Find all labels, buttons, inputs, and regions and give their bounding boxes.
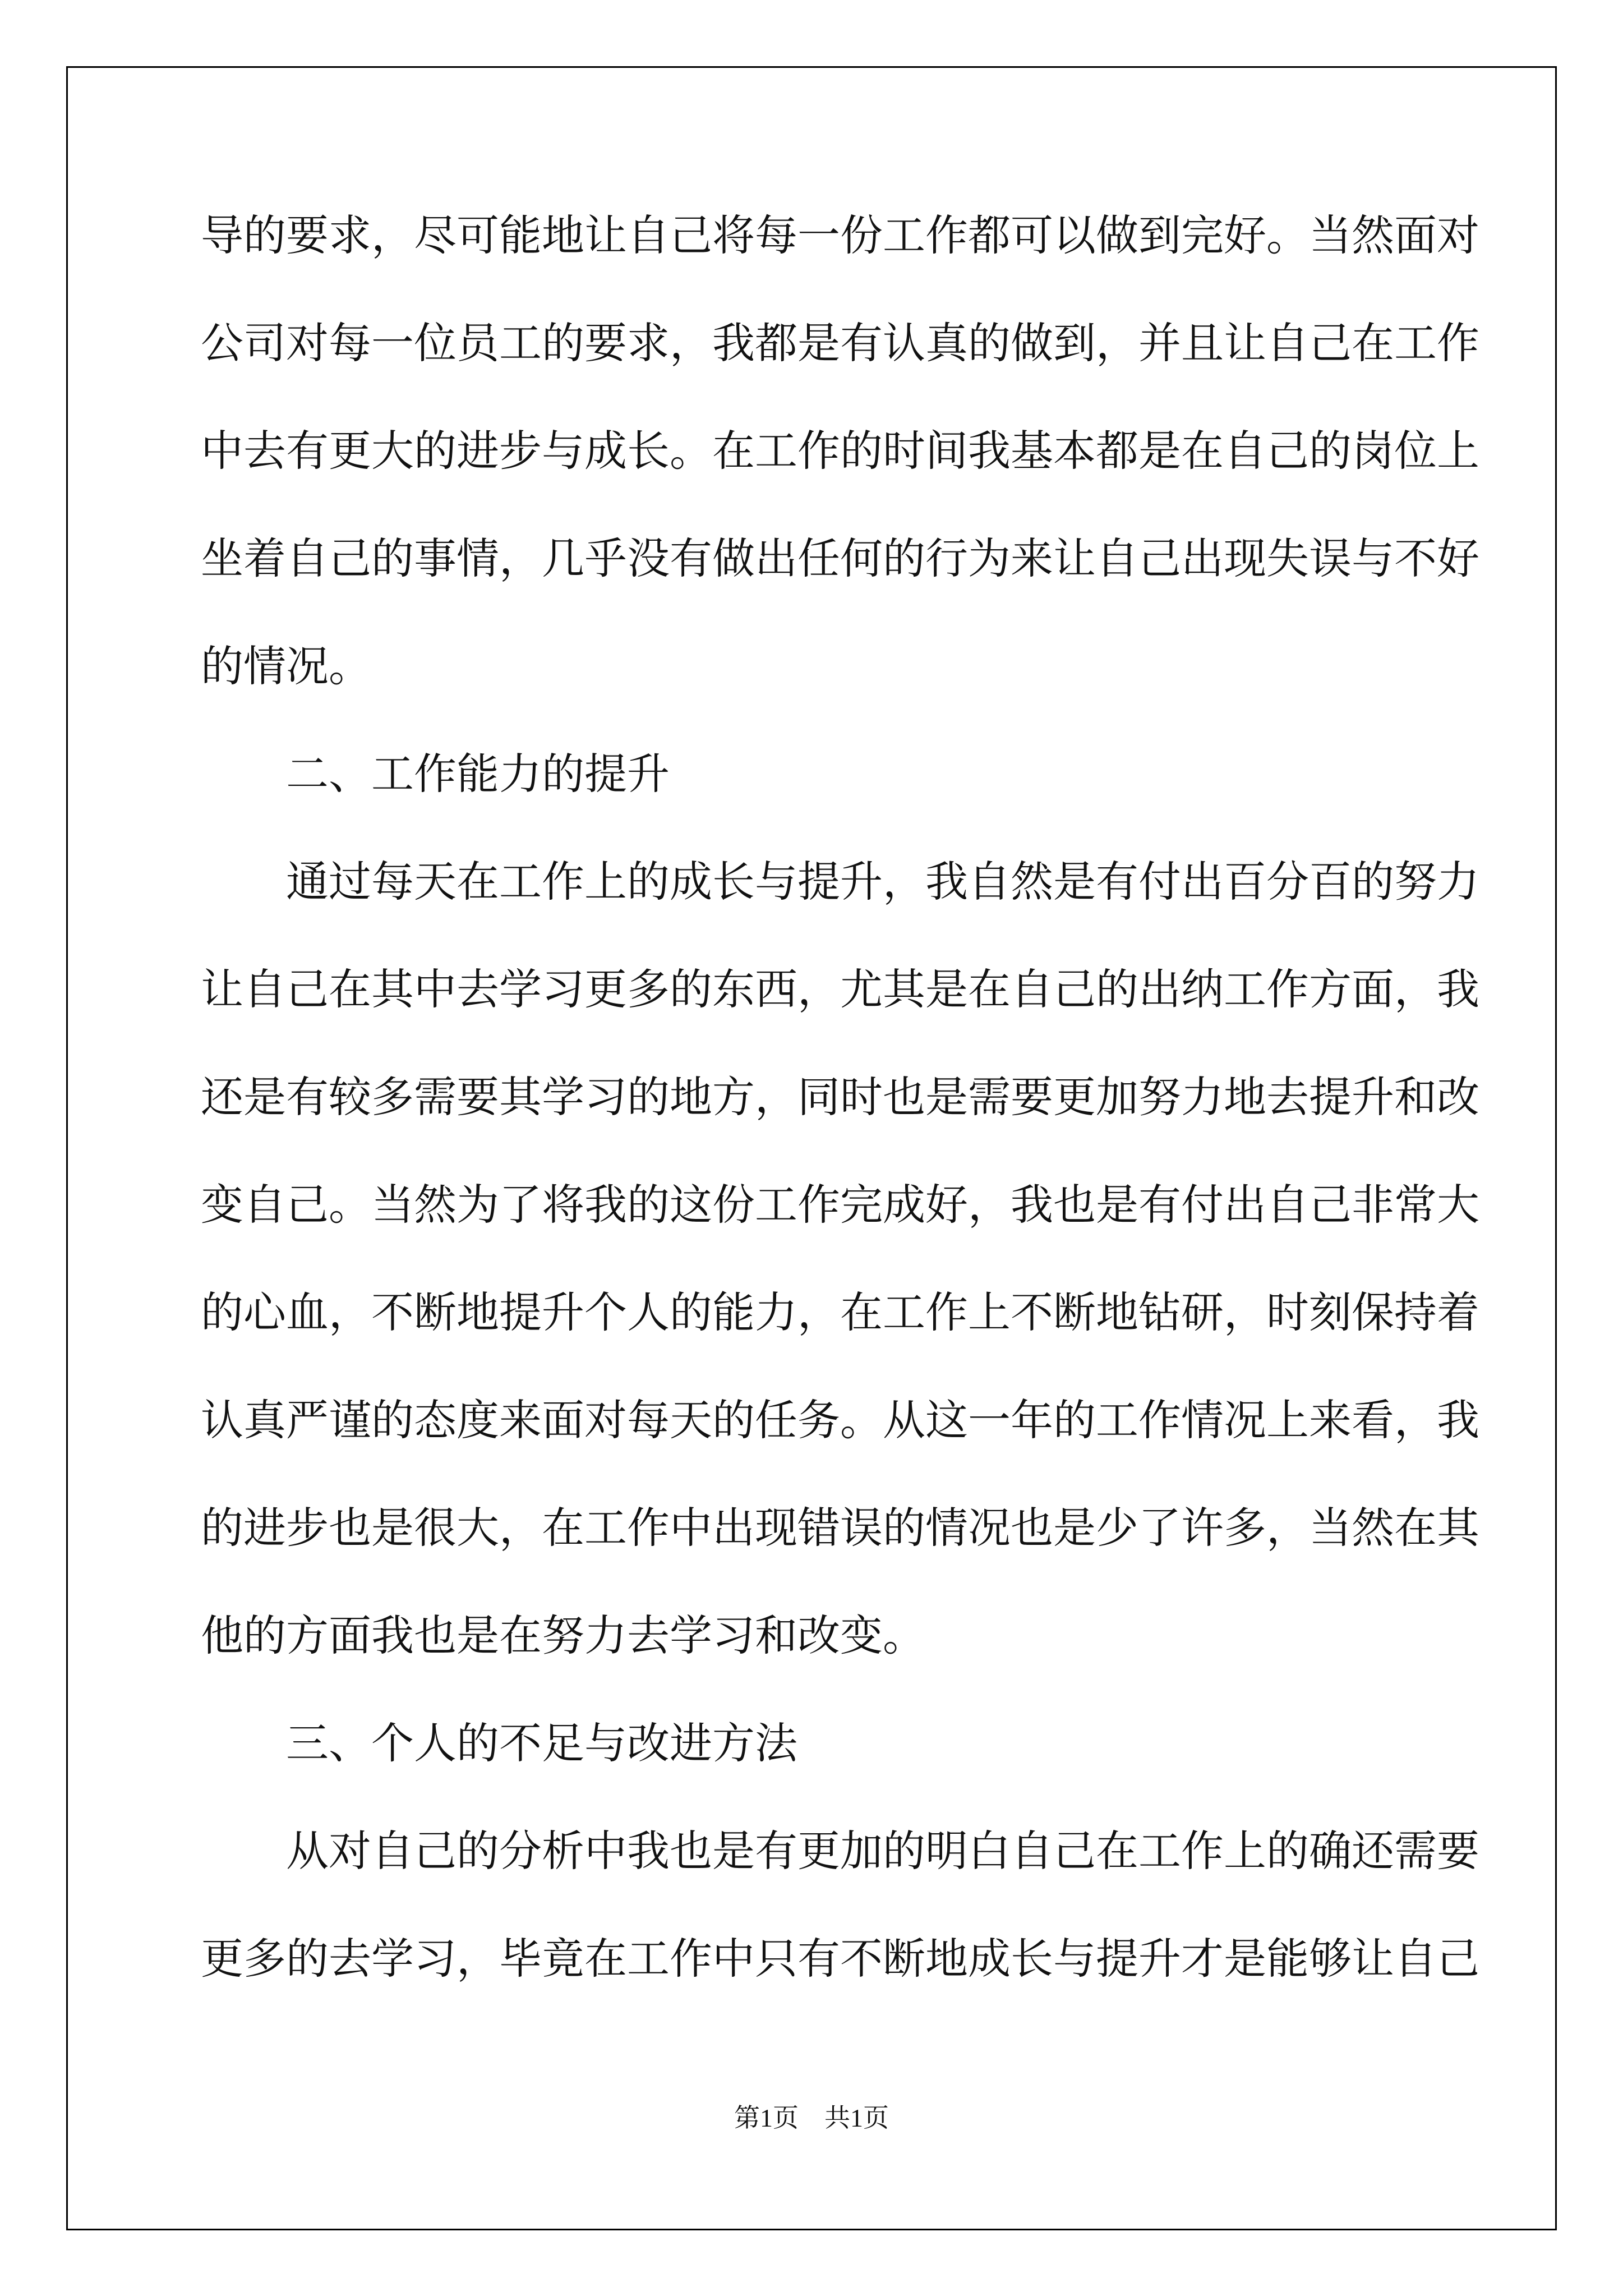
text-line: 从对自己的分析中我也是有更加的明白自己在工作上的确还需要 <box>286 1826 1479 1876</box>
text-line: 公司对每一位员工的要求，我都是有认真的做到，并且让自己在工作 <box>201 318 1479 368</box>
text-line: 通过每天在工作上的成长与提升，我自然是有付出百分百的努力 <box>286 857 1479 907</box>
text-line: 的进步也是很大，在工作中出现错误的情况也是少了许多，当然在其 <box>201 1503 1479 1553</box>
page-total: 共1页 <box>824 2104 889 2132</box>
text-line: 二、工作能力的提升 <box>286 749 670 799</box>
text-line: 还是有较多需要其学习的地方，同时也是需要更加努力地去提升和改 <box>201 1072 1479 1122</box>
page-number: 第1页 <box>734 2104 799 2132</box>
text-line: 的情况。 <box>201 641 371 691</box>
text-line: 坐着自己的事情，几乎没有做出任何的行为来让自己出现失误与不好 <box>201 533 1479 583</box>
text-line: 更多的去学习，毕竟在工作中只有不断地成长与提升才是能够让自己 <box>201 1934 1479 1984</box>
text-line: 三、个人的不足与改进方法 <box>286 1718 797 1768</box>
page-footer <box>0 2104 1623 2132</box>
text-line: 中去有更大的进步与成长。在工作的时间我基本都是在自己的岗位上 <box>201 426 1479 476</box>
document-body <box>201 210 1479 2045</box>
text-line: 的心血，不断地提升个人的能力，在工作上不断地钻研，时刻保持着 <box>201 1287 1479 1337</box>
text-line: 变自己。当然为了将我的这份工作完成好，我也是有付出自己非常大 <box>201 1180 1479 1230</box>
text-line: 让自己在其中去学习更多的东西，尤其是在自己的出纳工作方面，我 <box>201 964 1479 1014</box>
text-line: 认真严谨的态度来面对每天的任务。从这一年的工作情况上来看，我 <box>201 1395 1479 1445</box>
text-line: 导的要求，尽可能地让自己将每一份工作都可以做到完好。当然面对 <box>201 210 1479 260</box>
text-line: 他的方面我也是在努力去学习和改变。 <box>201 1611 925 1660</box>
